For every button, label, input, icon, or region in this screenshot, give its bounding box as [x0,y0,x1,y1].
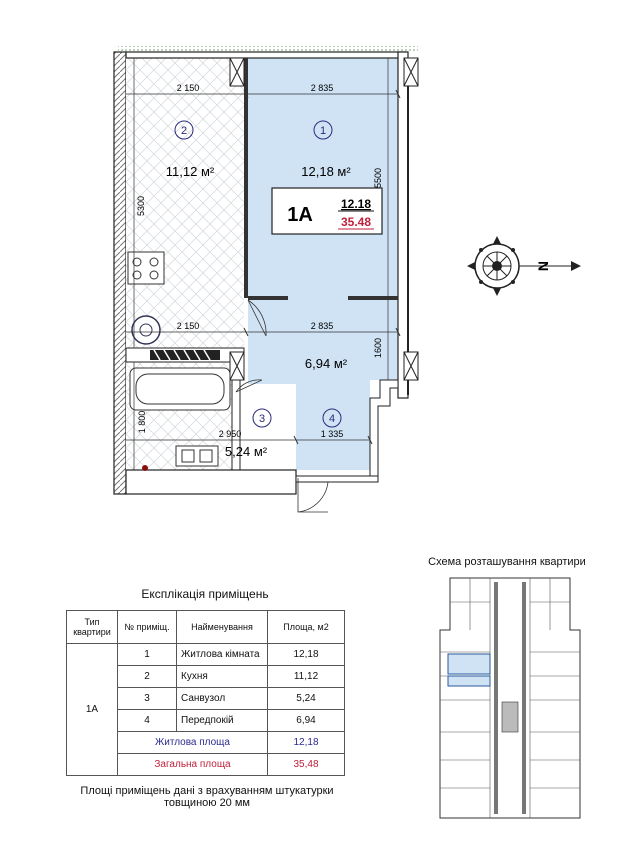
row-number: 3 [118,688,177,710]
plaster-note: Площі приміщень дані з врахуванням штукатурки товщиною 20 мм [80,785,334,809]
row-number: 4 [118,710,177,732]
balcony-strip [118,46,418,52]
explication-table [66,610,345,776]
apartment-type-cell: 1А [67,644,118,776]
sink-icon [132,316,160,344]
row-area: 12,18 [268,644,345,666]
svg-text:2: 2 [180,125,188,137]
drain-icon [142,465,148,471]
svg-text:3: 3 [258,413,266,425]
kitchen-area-label: 11,12 м² [165,164,215,179]
bath-area-label: 5,24 м² [224,444,268,459]
svg-text:4: 4 [328,413,336,425]
entrance-door [298,478,328,512]
dim-top-left: 2 150 [176,83,200,93]
scheme-apartment-highlight [448,654,490,674]
dim-mid-left: 2 150 [176,321,200,331]
scheme-title: Схема розташування квартири [428,556,586,568]
wall-bottom [126,470,296,494]
row-name: Житлова кімната [177,644,268,666]
bathtub-icon [130,368,230,410]
row-number: 1 [118,644,177,666]
row-area: 6,94 [268,710,345,732]
header-name: Найменування [177,611,268,644]
compass-north-label: N [535,260,551,272]
building-scheme [430,572,590,824]
dim-hall-height: 1600 [373,337,383,359]
wall-right [398,52,408,398]
apartment-living-area: 12.18 [340,197,372,211]
svg-text:1: 1 [319,125,327,137]
row-number: 2 [118,666,177,688]
total-area-value: 35,48 [268,754,345,776]
header-number: № приміщ. [118,611,177,644]
wall-living-bottom-b [348,296,398,300]
apartment-type: 1A [287,204,313,226]
hall-area-label: 6,94 м² [304,356,348,371]
dim-room-height: 5500 [373,167,383,189]
row-area: 5,24 [268,688,345,710]
dim-top-right: 2 835 [310,83,334,93]
row-area: 11,12 [268,666,345,688]
total-area-label: Загальна площа [118,754,268,776]
dim-mid-right: 2 835 [310,321,334,331]
living-area-label: Житлова площа [118,732,268,754]
apartment-total-area: 35.48 [340,215,372,229]
stove-icon [128,252,164,284]
room-marker-3 [253,409,271,427]
dim-bath-width: 2 950 [218,429,242,439]
row-name: Санвузол [177,688,268,710]
wall-hall-right [370,380,398,478]
wall-entrance [296,476,378,482]
dim-kitchen-height: 5300 [136,195,146,217]
header-area: Площа, м2 [268,611,345,644]
wall-living-bottom-a [248,296,288,300]
wall-top [126,52,406,58]
explication-title: Експлікація приміщень [141,587,269,601]
apartment-type-box [272,188,382,234]
dim-hall-width: 1 335 [320,429,344,439]
row-name: Передпокій [177,710,268,732]
row-name: Кухня [177,666,268,688]
living-area-label: 12,18 м² [301,164,351,179]
header-type: Тип квартири [67,611,118,644]
compass-icon [467,236,581,296]
dim-bath-height: 1 800 [137,410,147,434]
washbasin-icon [176,446,218,466]
exterior-wall-left [114,52,126,494]
table-row [67,644,345,666]
living-area-value: 12,18 [268,732,345,754]
